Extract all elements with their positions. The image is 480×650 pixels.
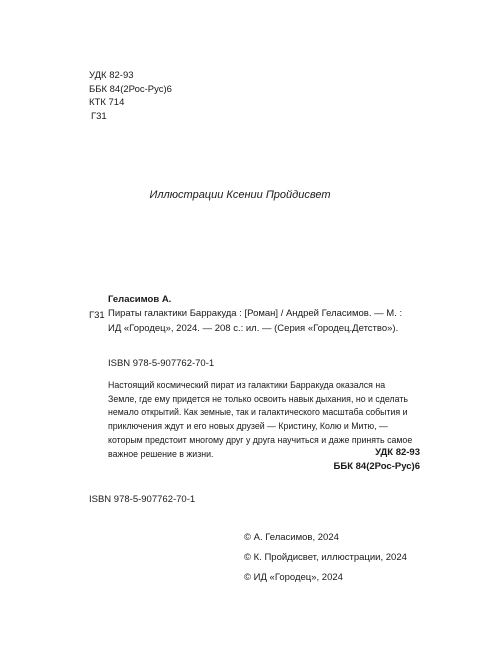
illustrator-credit: Иллюстрации Ксении Пройдисвет bbox=[149, 189, 331, 201]
catalog-bbk: ББК 84(2Рос-Рус)6 bbox=[333, 461, 420, 472]
catalog-classification bbox=[260, 446, 420, 474]
catalog-udk: УДК 82-93 bbox=[375, 447, 420, 458]
catalog-description: Пираты галактики Барракуда : [Роман] / Андрей Геласимов. — М. : ИД «Городец», 2024. — 208 с.: ил. — (Серия «Городец.Детство»). bbox=[108, 308, 403, 334]
isbn-bottom: ISBN 978-5-907762-70-1 bbox=[89, 494, 196, 505]
copyright-illustrator: © К. Пройдисвет, иллюстрации, 2024 bbox=[244, 552, 407, 563]
copyright-author: © А. Геласимов, 2024 bbox=[244, 532, 339, 543]
catalog-call-mark: Г31 bbox=[89, 310, 105, 321]
annotation-text: Настоящий космический пират из галактики Барракуда оказался на Земле, где ему придется не только освоить навык дыхания, но и сделать немало открытий. Как земные, так и галактического масштаба события и приключения ждут и его новых друзей — Кристину, Колю и Митю, — которым предстоит многому друг у друга научиться и даже принять самое важное решение в жизни. bbox=[108, 380, 413, 459]
bbk-code: ББК 84(2Рос-Рус)6 bbox=[89, 83, 172, 95]
author-mark: Г31 bbox=[91, 110, 107, 122]
udk-code: УДК 82-93 bbox=[89, 70, 134, 81]
copyright-publisher: © ИД «Городец», 2024 bbox=[244, 572, 343, 583]
ktk-code: КТК 714 bbox=[89, 97, 125, 108]
catalog-author: Геласимов А. bbox=[108, 294, 172, 305]
copyright-block bbox=[244, 528, 407, 588]
catalog-isbn: ISBN 978-5-907762-70-1 bbox=[108, 358, 215, 369]
classification-codes bbox=[89, 69, 172, 123]
